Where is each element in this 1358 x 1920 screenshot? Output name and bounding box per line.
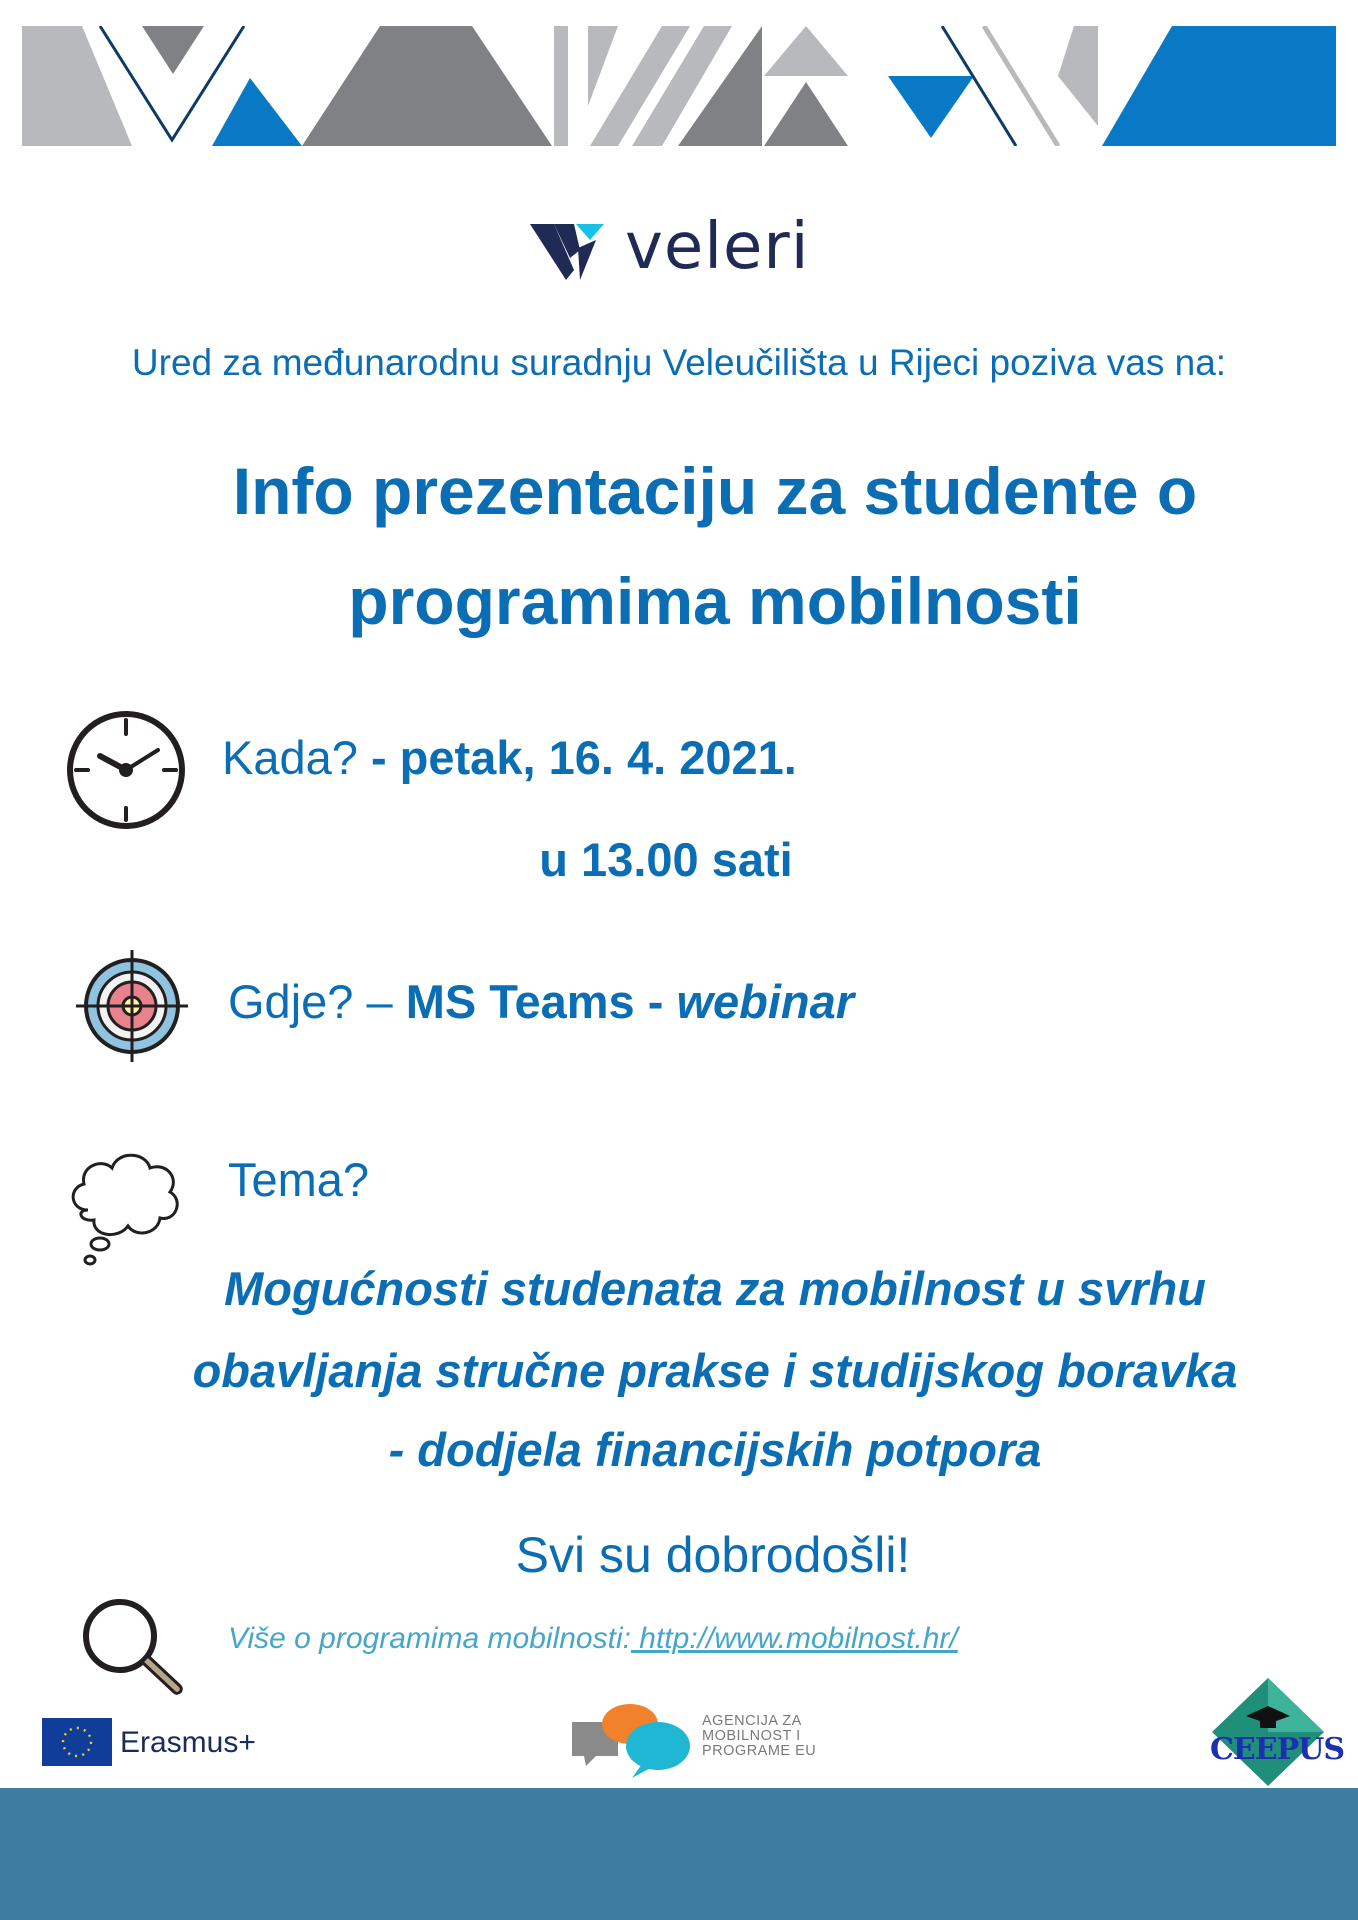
when-time: u 13.00 sati — [539, 833, 793, 886]
header-decorative-band — [22, 26, 1336, 146]
title-line-1: Info prezentaciju za studente o — [232, 454, 1198, 528]
veleri-logo-mark — [520, 210, 610, 290]
welcome-text: Svi su dobrodošli! — [515, 1527, 911, 1583]
when-row — [222, 730, 797, 785]
ampeu-line-1: AGENCIJA ZA — [702, 1713, 802, 1729]
topic-label: Tema? — [228, 1153, 370, 1206]
veleri-logo-text: veleri — [625, 210, 810, 284]
erasmus-plus-text: Erasmus+ — [120, 1726, 256, 1759]
topic-description — [120, 1248, 1310, 1412]
more-info-label: Više o programima mobilnosti: — [228, 1622, 631, 1655]
erasmus-plus-logo — [42, 1718, 282, 1770]
ampeu-line-3: PROGRAME EU — [702, 1743, 817, 1759]
ceepus-text: CEEPUS — [1210, 1732, 1344, 1767]
target-icon — [76, 950, 188, 1062]
title-line-2: programima mobilnosti — [348, 564, 1082, 638]
ampeu-line-2: MOBILNOST I — [702, 1728, 801, 1744]
where-type: webinar — [676, 975, 855, 1028]
topic-line-2: obavljanja stručne prakse i studijskog boravka — [192, 1344, 1238, 1397]
footer-band — [0, 1788, 1358, 1920]
where-row — [228, 974, 854, 1029]
ampeu-logo — [570, 1700, 840, 1780]
eu-flag-icon — [42, 1718, 112, 1766]
topic-line-3: - dodjela financijskih potpora — [388, 1423, 1042, 1476]
where-platform: MS Teams - — [405, 975, 677, 1028]
topic-line-1: Mogućnosti studenata za mobilnost u svrhu — [224, 1262, 1206, 1315]
more-info-row — [228, 1622, 958, 1656]
ceepus-logo — [1206, 1678, 1344, 1786]
where-label: Gdje? – — [228, 975, 406, 1028]
intro-text: Ured za međunarodnu suradnju Veleučilišta u Rijeci poziva vas na: — [131, 342, 1227, 383]
magnifier-icon — [76, 1596, 188, 1700]
clock-icon — [62, 708, 190, 832]
page-title — [120, 436, 1310, 656]
when-date: - petak, 16. 4. 2021. — [357, 731, 797, 784]
veleri-logo — [510, 200, 810, 290]
ampeu-text — [702, 1714, 816, 1759]
when-label: Kada? — [222, 731, 358, 784]
mobilnost-link[interactable]: http://www.mobilnost.hr/ — [630, 1622, 958, 1655]
ampeu-speech-bubbles-icon — [570, 1700, 700, 1780]
